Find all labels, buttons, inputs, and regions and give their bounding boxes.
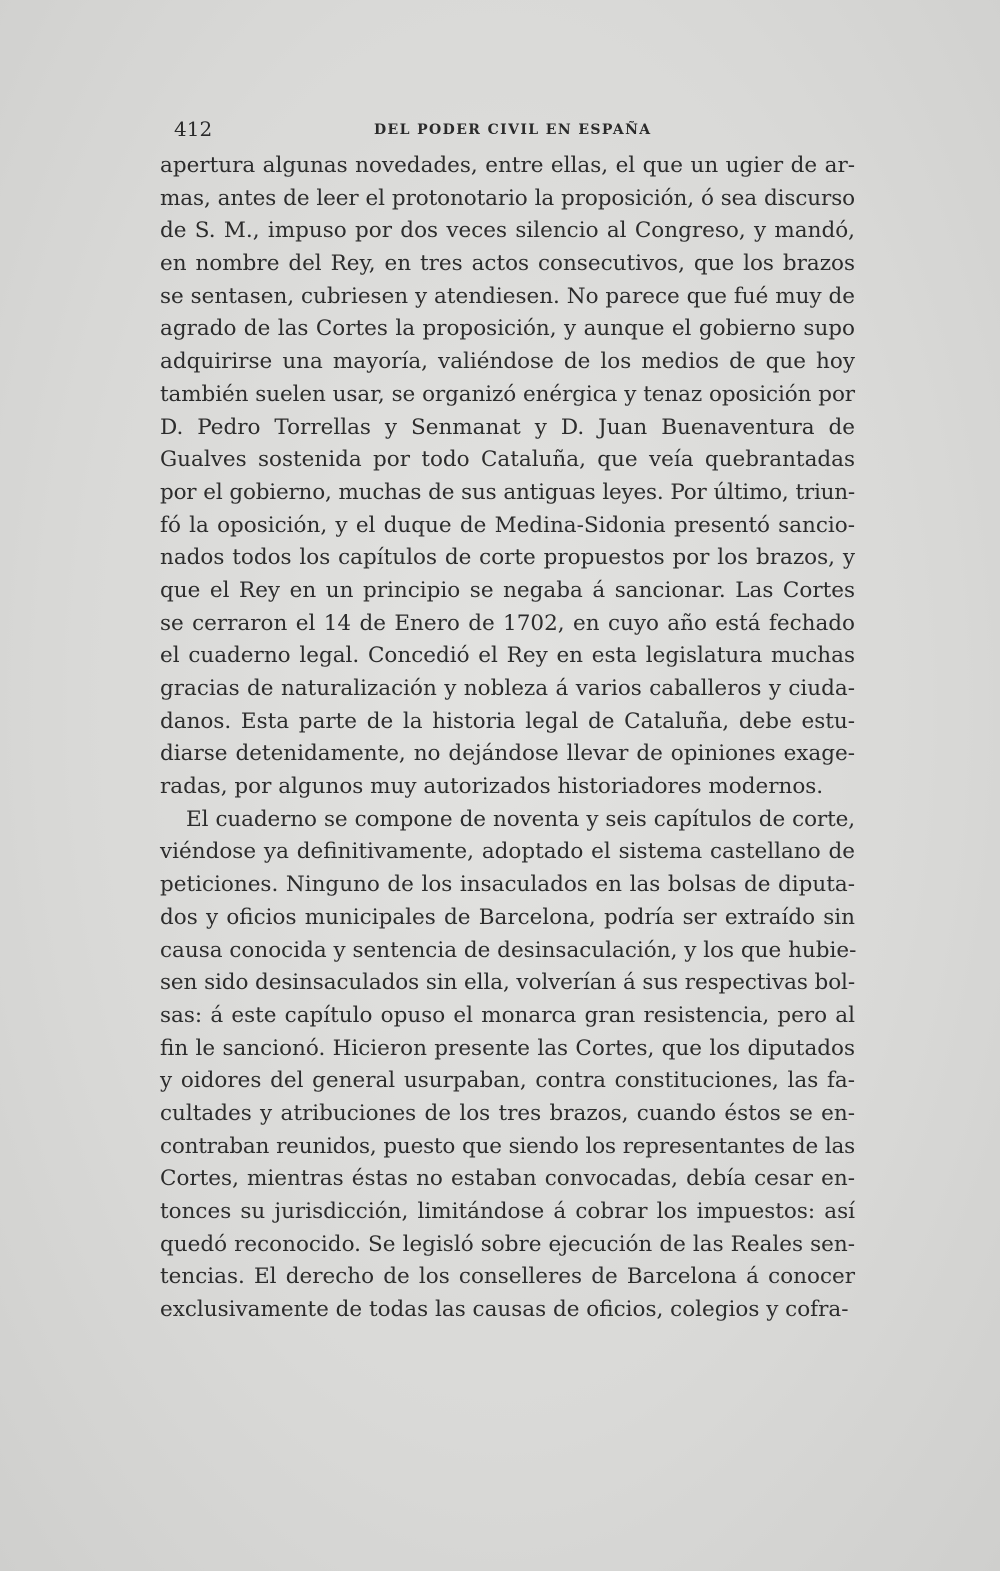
text-line: El cuaderno se compone de noventa y seis capítulos de corte, — [186, 806, 855, 832]
body-text — [160, 150, 855, 1327]
text-line: se sentasen, cubriesen y atendiesen. No parece que fué muy de — [160, 283, 855, 309]
text-line: dos y oficios municipales de Barcelona, podría ser extraído sin — [160, 904, 855, 930]
text-line: sas: á este capítulo opuso el monarca gran resistencia, pero al — [160, 1002, 855, 1028]
text-line: que el Rey en un principio se negaba á sancionar. Las Cortes — [160, 577, 855, 603]
text-line: el cuaderno legal. Concedió el Rey en esta legislatura muchas — [160, 643, 855, 669]
text-line: también suelen usar, se organizó enérgica y tenaz oposición por — [160, 381, 855, 407]
text-line: D. Pedro Torrellas y Senmanat y D. Juan Buenaventura de — [160, 414, 855, 440]
text-line: por el gobierno, muchas de sus antiguas leyes. Por último, triun- — [160, 479, 855, 505]
text-line: quedó reconocido. Se legisló sobre ejecución de las Reales sen- — [160, 1231, 855, 1257]
text-line: danos. Esta parte de la historia legal de Cataluña, debe estu- — [160, 708, 855, 734]
text-line: contraban reunidos, puesto que siendo los representantes de las — [160, 1133, 855, 1159]
text-line: fin le sancionó. Hicieron presente las Cortes, que los diputados — [160, 1035, 855, 1061]
text-line: se cerraron el 14 de Enero de 1702, en cuyo año está fechado — [160, 610, 855, 636]
page-header — [174, 117, 840, 141]
text-line: radas, por algunos muy autorizados historiadores modernos. — [160, 774, 824, 800]
text-line: fó la oposición, y el duque de Medina-Sidonia presentó sancio- — [160, 512, 855, 538]
text-line: Cortes, mientras éstas no estaban convocadas, debía cesar en- — [160, 1166, 855, 1192]
running-title: DEL PODER CIVIL EN ESPAÑA — [374, 122, 652, 138]
text-line: de S. M., impuso por dos veces silencio al Congreso, y mandó, — [160, 218, 855, 244]
text-line: apertura algunas novedades, entre ellas, el que un ugier de ar- — [160, 153, 855, 178]
text-line: causa conocida y sentencia de desinsaculación, y los que hubie- — [160, 937, 857, 963]
paragraph — [160, 150, 855, 804]
text-line: y oidores del general usurpaban, contra constituciones, las fa- — [160, 1068, 855, 1094]
text-line: agrado de las Cortes la proposición, y aunque el gobierno supo — [160, 316, 855, 342]
text-line: diarse detenidamente, no dejándose llevar de opiniones exage- — [160, 741, 855, 767]
text-line: nados todos los capítulos de corte propuestos por los brazos, y — [160, 545, 855, 571]
text-line: viéndose ya definitivamente, adoptado el sistema castellano de — [160, 839, 855, 865]
paragraph — [160, 804, 855, 1327]
text-line: Gualves sostenida por todo Cataluña, que veía quebrantadas — [160, 447, 855, 473]
text-line: exclusivamente de todas las causas de oficios, colegios y cofra- — [160, 1297, 849, 1323]
text-line: gracias de naturalización y nobleza á varios caballeros y ciuda- — [160, 676, 855, 701]
text-line: peticiones. Ninguno de los insaculados en las bolsas de diputa- — [160, 872, 855, 898]
text-line: cultades y atribuciones de los tres brazos, cuando éstos se en- — [160, 1100, 855, 1126]
page-number: 412 — [174, 117, 213, 141]
text-line: tencias. El derecho de los conselleres de Barcelona á conocer — [160, 1264, 855, 1290]
text-line: adquirirse una mayoría, valiéndose de los medios de que hoy — [160, 349, 855, 375]
text-line: tonces su jurisdicción, limitándose á cobrar los impuestos: así — [160, 1199, 855, 1224]
text-line: mas, antes de leer el protonotario la proposición, ó sea discurso — [160, 185, 855, 211]
text-line: sen sido desinsaculados sin ella, volverían á sus respectivas bol- — [160, 970, 855, 996]
text-line: en nombre del Rey, en tres actos consecutivos, que los brazos — [160, 251, 855, 277]
